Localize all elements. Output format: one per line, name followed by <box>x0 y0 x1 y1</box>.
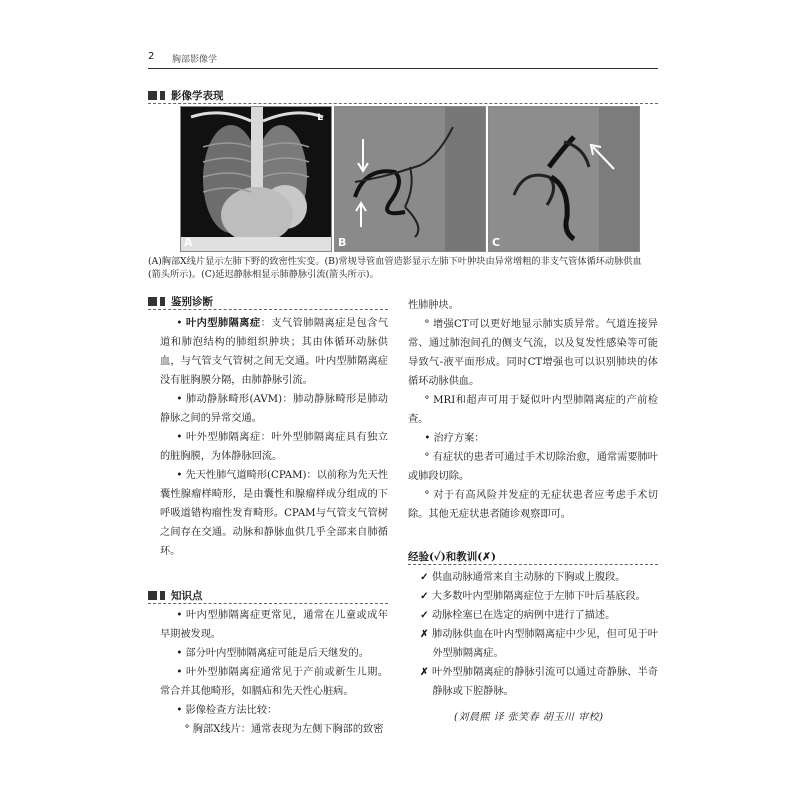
differential-list <box>160 314 388 561</box>
differential-heading <box>148 294 388 310</box>
section-square-icon <box>148 297 157 306</box>
section-square-icon <box>148 591 157 600</box>
lesson-item-5: ✗ 叶外型肺隔离症的静脉引流可以通过奇静脉、半奇静脉或下腔静脉。 <box>420 666 658 697</box>
knowledge-item-2: • 部分叶内型肺隔离症可能是后天继发的。 <box>176 648 369 659</box>
figure-panel-b <box>334 106 486 252</box>
side-marker: L <box>317 113 323 123</box>
diff-item-1-text: ：支气管肺隔离症是包含气道和肺泡结构的肺组织肿块；其由体循环动脉供血，与气管支气管树之间无交通。叶内型肺隔离症没有脏胸膜分隔，由肺静脉引流。 <box>160 318 389 386</box>
right-para-2: ° 增强CT可以更好地显示肺实质异常。气道连接异常、通过肺泡间孔的侧支气流，以及复发性感染等可能导致气-液平面形成。同时CT增强也可以识别肺块的体循环动脉供血。 <box>408 319 658 387</box>
knowledge-list <box>160 606 388 739</box>
panel-letter-c: C <box>492 236 501 249</box>
knowledge-item-3: • 叶外型肺隔离症通常见于产前或新生儿期。常合并其他畸形，如膈疝和先天性心脏病。 <box>160 667 388 697</box>
knowledge-heading-text: 知识点 <box>171 590 203 602</box>
right-para-3: ° MRI和超声可用于疑似叶内型肺隔离症的产前检查。 <box>408 395 658 425</box>
right-para-5: ° 有症状的患者可通过手术切除治愈，通常需要肺叶或肺段切除。 <box>408 452 658 482</box>
caption-line-1: (A)胸部X线片显示左肺下野的致密性实变。(B)常规导管血管造影显示左肺下叶肿块由异常增粗的非支气管体循环动脉供血 <box>148 256 642 267</box>
page-number: 2 <box>148 51 155 62</box>
right-para-6: ° 对于有高风险并发症的无症状患者应考虑手术切除。其他无症状患者随诊观察即可。 <box>408 490 658 520</box>
section-bar-icon <box>160 91 165 100</box>
knowledge-item-5: ° 胸部X线片：通常表现为左侧下胸部的致密 <box>184 724 384 735</box>
cross-icon: ✗ <box>420 666 429 678</box>
lessons-list <box>414 568 658 701</box>
right-column <box>408 296 658 524</box>
lesson-item-3: ✓ 动脉栓塞已在选定的病例中进行了描述。 <box>420 609 616 621</box>
figure-panel-c <box>488 106 640 252</box>
diff-item-3: • 叶外型肺隔离症：叶外型肺隔离症具有独立的脏胸膜，为体静脉回流。 <box>160 432 388 462</box>
knowledge-heading <box>148 588 388 604</box>
lesson-item-4: ✗ 肺动脉供血在叶内型肺隔离症中少见，但可见于叶外型肺隔离症。 <box>420 628 658 659</box>
figure-caption <box>148 255 658 281</box>
right-para-4: • 治疗方案： <box>424 433 485 444</box>
cross-icon: ✗ <box>420 628 429 640</box>
lesson-item-2: ✓ 大多数叶内型肺隔离症位于左肺下叶后基底段。 <box>420 590 646 602</box>
diff-item-1-title: 叶内型肺隔离症 <box>186 317 261 329</box>
imaging-heading-text: 影像学表现 <box>171 90 224 102</box>
running-header <box>148 50 658 69</box>
section-square-icon <box>148 91 157 100</box>
diff-item-2: • 肺动静脉畸形(AVM)：肺动静脉畸形是肺动静脉之间的异常交通。 <box>160 394 388 424</box>
lesson-item-1: ✓ 供血动脉通常来自主动脉的下胸或上腹段。 <box>420 571 626 583</box>
lessons-heading <box>408 549 658 565</box>
chest-xray-image <box>181 107 331 251</box>
differential-heading-text: 鉴别诊断 <box>171 296 213 308</box>
check-icon: ✓ <box>420 609 429 621</box>
knowledge-item-4: • 影像检查方法比较： <box>176 705 278 716</box>
angiography-image <box>335 107 485 251</box>
panel-letter-a: A <box>184 236 193 249</box>
book-title: 胸部影像学 <box>172 55 218 65</box>
section-bar-icon <box>160 591 165 600</box>
check-icon: ✓ <box>420 571 429 583</box>
right-para-1: 性肺肿块。 <box>408 300 459 311</box>
check-icon: ✓ <box>420 590 429 602</box>
knowledge-item-1: • 叶内型肺隔离症更常见，通常在儿童或成年早期被发现。 <box>160 610 388 640</box>
imaging-heading <box>148 88 658 104</box>
section-bar-icon <box>160 297 165 306</box>
diff-item-4: • 先天性肺气道畸形(CPAM)：以前称为先天性囊性腺瘤样畸形，是由囊性和腺瘤样成分组成的下呼吸道错构瘤性发育畸形。CPAM与气管支气管树之间存在交通。动脉和静脉血供几乎全部来自肺循环。 <box>160 470 389 557</box>
panel-letter-b: B <box>338 236 347 249</box>
figure-panel-a <box>180 106 332 252</box>
caption-line-2: (箭头所示)。(C)延迟静脉相显示肺静脉引流(箭头所示)。 <box>148 269 379 280</box>
translator-credit: (刘晨熙 译 张笑春 胡玉川 审校) <box>454 712 604 723</box>
venous-phase-image <box>489 107 639 251</box>
diff-item-1: • 叶内型肺隔离症：支气管肺隔离症是包含气道和肺泡结构的肺组织肿块；其由体循环动脉供血，与气管支气管树之间无交通。叶内型肺隔离症没有脏胸膜分隔，由肺静脉引流。 <box>160 317 389 386</box>
lessons-heading-text: 经验(✓)和教训(✗) <box>408 551 496 563</box>
